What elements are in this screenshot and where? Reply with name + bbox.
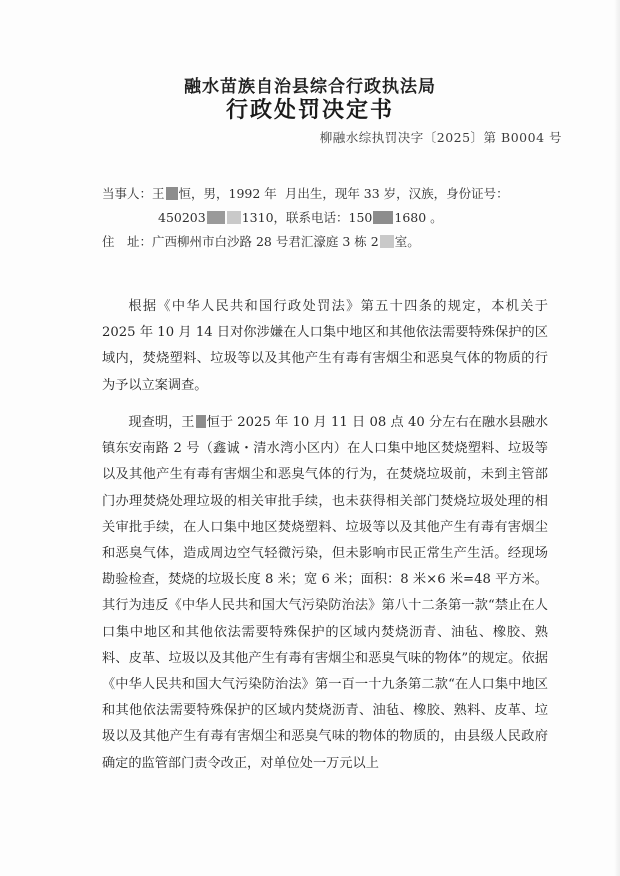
redaction-mark (227, 211, 241, 224)
party-line-2 (102, 206, 572, 230)
paragraph-findings (102, 410, 548, 777)
paragraph-text (102, 410, 548, 777)
party-id-prefix: 450203 (158, 210, 206, 225)
party-name-label: 当事人：王 (102, 186, 165, 201)
findings-text: 恒于 2025 年 10 月 11 日 08 点 40 分左右在融水县融水镇东安南路 2 号（鑫诚・清水湾小区内）在人口集中地区焚烧塑料、垃圾等以及其他产生有毒有害烟尘和恶臭气体的行为，在焚烧垃圾前，未到主管部门办理焚烧处理垃圾的相关审批手续，也未获得相关部门焚烧垃圾处理的相关审批手续，在人口集中地区焚烧塑料、垃圾等以及其他产生有毒有害烟尘和恶臭气体，造成周边空气轻微污染，但未影响市民正常生产生活。经现场勘验检查，焚烧的垃圾长度 8 米；宽 6 米；面积：8 米×6 米=48 平方米。其行为违反《中华人民共和国大气污染防治法》第八十二条第一款“禁止在人口集中地区和其他依法需要特殊保护的区域内焚烧沥青、油毡、橡胶、熟料、皮革、垃圾以及其他产生有毒有害烟尘和恶臭气味的物体”的规定。依据《中华人民共和国大气污染防治法》第一百一十九条第二款“在人口集中地区和其他依法需要特殊保护的区域内焚烧沥青、油毡、橡胶、熟料、皮革、垃圾以及其他产生有毒有害烟尘和恶臭气味的物体的物质的，由县级人民政府确定的监管部门责令改正，对单位处一万元以上 (102, 415, 549, 771)
redaction-mark (373, 211, 393, 224)
redaction-mark (166, 187, 178, 200)
redaction-mark (207, 211, 225, 224)
party-info (102, 182, 572, 254)
document-number: 柳融水综执罚决字〔2025〕第 B0004 号 (319, 130, 562, 145)
findings-opening: 现查明，王 (128, 415, 195, 430)
party-line-1 (102, 182, 572, 206)
redaction-mark (380, 235, 394, 248)
page-edge-shadow (614, 0, 620, 876)
party-age-id-label: 月出生，现年 33 岁，汉族，身份证号： (284, 186, 509, 201)
party-address-suffix: 室。 (394, 234, 420, 249)
party-id-suffix-phone: 1310，联系电话：150 (241, 210, 373, 225)
paragraph-case-filing (102, 294, 548, 399)
issuing-organization: 融水苗族自治县综合行政执法局 (184, 77, 436, 97)
party-phone-suffix: 1680 。 (394, 210, 443, 225)
party-address: 住 址：广西柳州市白沙路 28 号君汇濠庭 3 栋 2 (102, 234, 379, 249)
party-gender-birth: 恒，男，1992 年 (178, 186, 277, 201)
document-title: 行政处罚决定书 (225, 97, 394, 123)
paragraph-text: 根据《中华人民共和国行政处罚法》第五十四条的规定，本机关于 2025 年 10 月 14 日对你涉嫌在人口集中地区和其他依法需要特殊保护的区域内，焚烧塑料、垃圾等以及其他产生有毒有害烟尘和恶臭气体的物质的行为予以立案调查。 (102, 299, 548, 393)
party-line-3 (102, 230, 572, 254)
redaction-mark (196, 415, 206, 428)
